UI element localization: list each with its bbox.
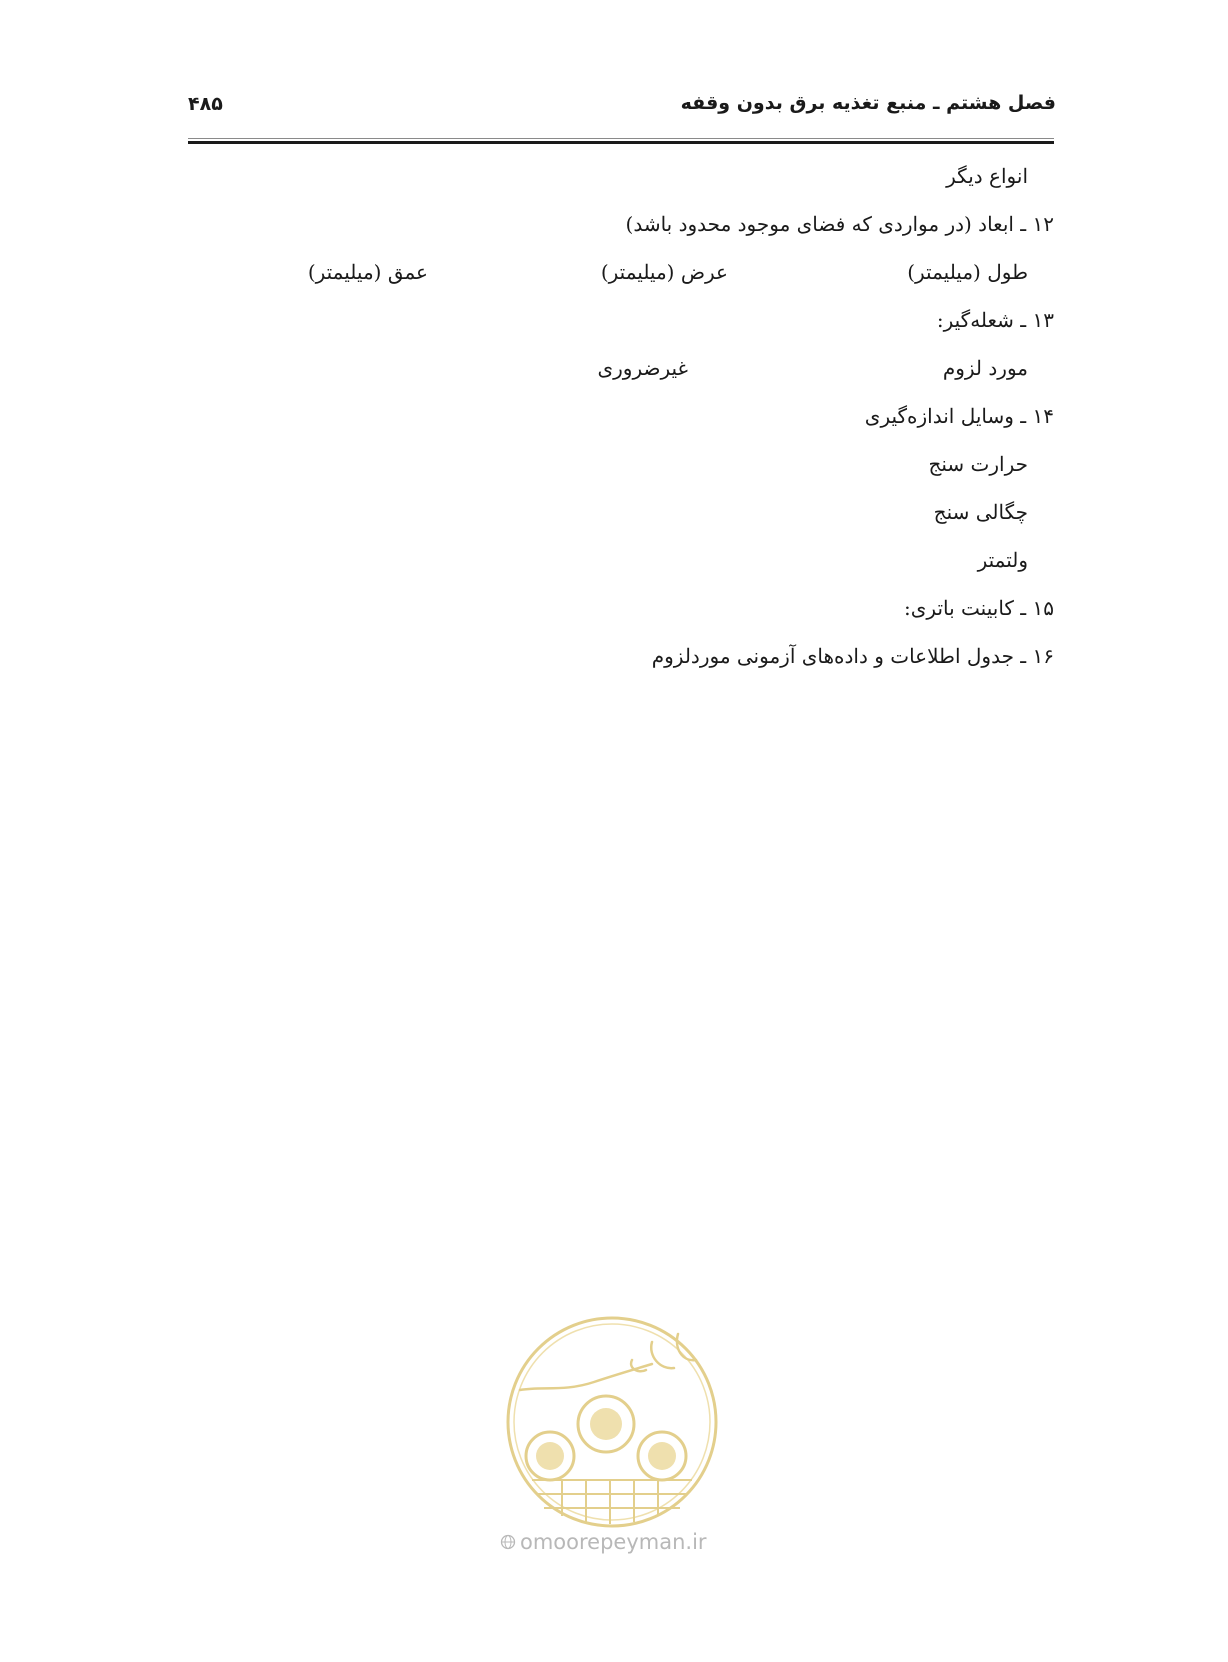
item-15-battery-cabinet: ۱۵ ـ کابینت باتری: xyxy=(904,596,1054,620)
header-rule-thin xyxy=(188,138,1054,139)
instrument-thermometer: حرارت سنج xyxy=(928,452,1028,476)
flame-arrester-not-required: غیرضروری xyxy=(597,356,688,380)
watermark-caption xyxy=(500,1530,730,1554)
header-rule-thick xyxy=(188,141,1054,144)
item-12-dimensions: ۱۲ ـ ابعاد (در مواردی که فضای موجود محدود باشد) xyxy=(625,212,1054,236)
item-16-test-data-table: ۱۶ ـ جدول اطلاعات و داده‌های آزمونی موردلزوم xyxy=(651,644,1054,668)
instrument-voltmeter: ولتمتر xyxy=(977,548,1028,572)
watermark-logo-graphic xyxy=(502,1312,722,1532)
dimension-width: عرض (میلیمتر) xyxy=(600,260,728,284)
item-13-flame-arrester: ۱۳ ـ شعله‌گیر: xyxy=(936,308,1054,332)
other-types-line: انواع دیگر xyxy=(946,164,1028,188)
instrument-hydrometer: چگالی سنج xyxy=(933,500,1028,524)
page-header-title: فصل هشتم ـ منبع تغذیه برق بدون وقفه xyxy=(680,92,1056,114)
globe-icon xyxy=(500,1534,516,1550)
dimension-depth: عمق (میلیمتر) xyxy=(307,260,428,284)
watermark-logo xyxy=(502,1312,722,1532)
page-number: ۴۸۵ xyxy=(188,93,223,115)
watermark-url: omoorepeyman.ir xyxy=(520,1530,707,1554)
item-14-measuring-instruments: ۱۴ ـ وسایل اندازه‌گیری xyxy=(864,404,1054,428)
flame-arrester-required: مورد لزوم xyxy=(942,356,1028,380)
dimension-length: طول (میلیمتر) xyxy=(907,260,1028,284)
